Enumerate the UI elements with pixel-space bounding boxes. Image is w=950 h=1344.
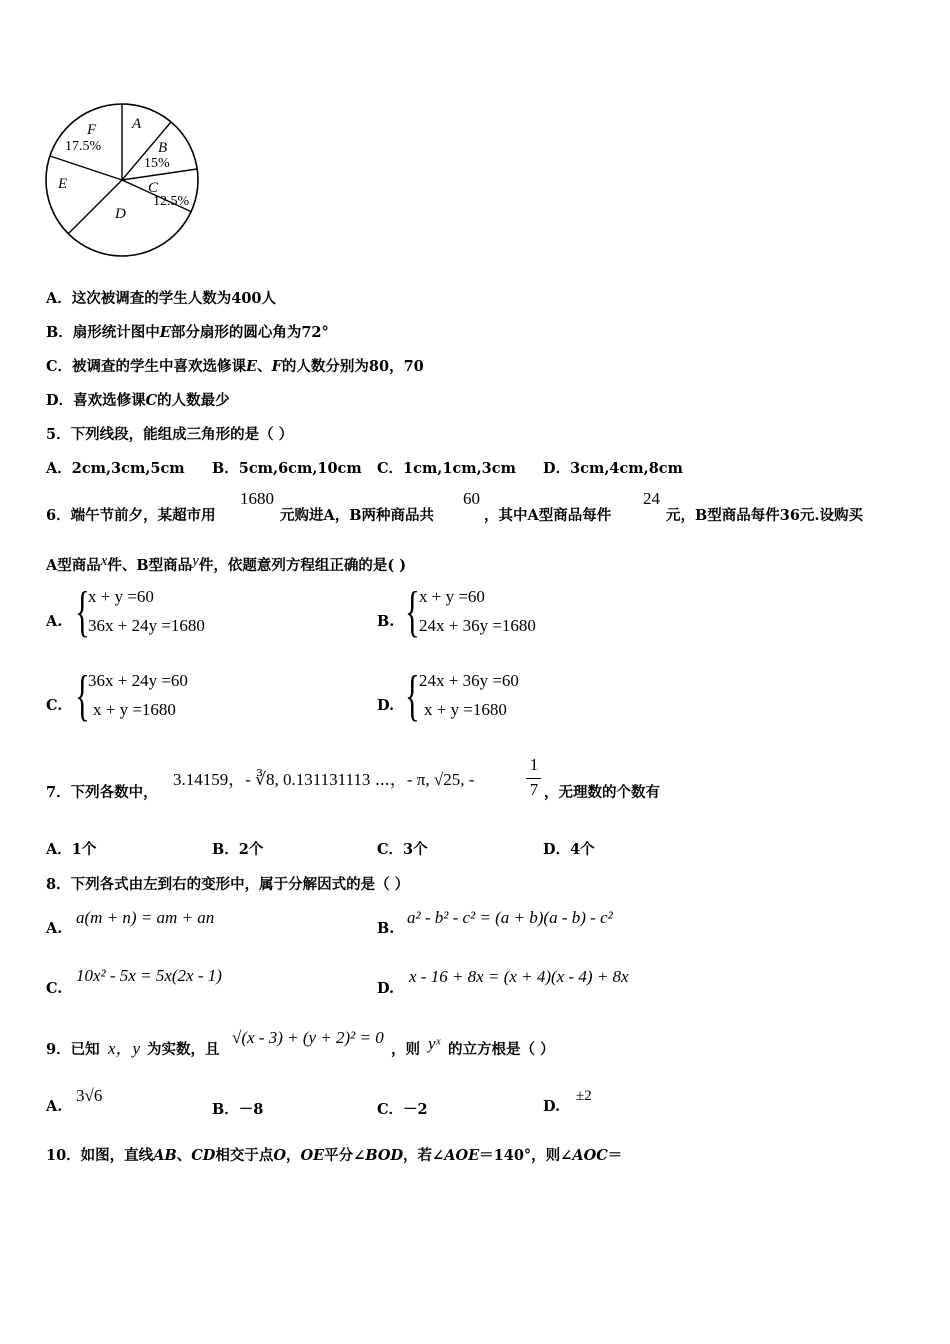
q6-p5: A型商品 [46,557,101,574]
q6-stem-line1: 6．端午节前夕，某超市用 [46,507,216,524]
q10-ray-oe: OE [300,1147,325,1164]
q10-line-cd: CD [191,1147,216,1164]
q7-post: ，无理数的个数有 [544,784,660,801]
q7-option-a: A．1个 [46,841,97,858]
q10-stem [46,1144,622,1165]
q9-option-d-value: ±2 [576,1088,592,1104]
q4-option-a: A．这次被调查的学生人数为400人 [46,290,277,307]
q7-option-d: D．4个 [543,841,595,858]
q6-a-eq1: x + y =60 [88,587,154,606]
q8-option-b-label: B. [377,920,395,937]
q4-c-sep: 、 [257,358,272,375]
pie-percent-F: 17.5% [65,139,102,154]
q6-d-eq2: x + y =1680 [424,700,507,719]
q9-option-b: B．－8 [212,1101,264,1118]
pie-label-E: E [58,176,68,192]
q4-option-b [46,321,329,342]
q5-option-d: D．3cm,4cm,8cm [543,460,683,477]
q7-frac-den: 7 [529,780,539,799]
q9-yx: yˣ [428,1034,441,1053]
q9-p2: 为实数，且 [147,1041,220,1058]
q4-b-post: 部分扇形的圆心角为72° [170,324,329,341]
q8-option-a-label: A. [46,920,63,937]
q4-c-v1: E [246,358,258,375]
q10-p3: ， [285,1147,301,1164]
q7-frac-num: 1 [529,755,539,774]
pie-label-A: A [132,116,142,132]
q6-price-a: 24 [643,489,660,508]
q6-a-eq2: 36x + 24y =1680 [88,616,205,635]
q6-c-brace: { [75,665,90,727]
q6-option-d-label: D. [377,697,395,714]
q4-d-pre: D．喜欢选修课 [46,392,146,409]
q6-a-brace: { [75,581,90,643]
pie-chart [40,96,210,266]
q6-d-brace: { [405,665,420,727]
q6-var-x: x [100,553,108,569]
q8-stem: 8．下列各式由左到右的变形中，属于分解因式的是（ ） [46,876,410,893]
q9-p3: ，则 [391,1041,420,1058]
q9-option-a-label: A. [46,1098,63,1115]
q6-option-c-label: C. [46,697,63,714]
q10-p6: ＝140°，则∠ [479,1147,573,1164]
q4-d-post: 的人数最少 [157,392,230,409]
q6-var-y: y [192,553,199,569]
q9-option-d-label: D. [543,1098,561,1115]
q6-stem-part2: 元购进A，B两种商品共 [280,507,435,524]
q10-p7: ＝ [607,1147,623,1164]
q6-stem-part3: ，其中A型商品每件 [484,507,612,524]
pie-label-C: C [148,180,159,196]
q6-count: 60 [463,489,480,508]
pie-label-B: B [158,140,168,156]
q10-angle-aoe: AOE [444,1147,480,1164]
q10-p1: 10．如图，直线 [46,1147,154,1164]
q6-b-eq2: 24x + 36y =1680 [419,616,536,635]
q4-c-post: 的人数分别为80，70 [281,358,424,375]
q6-c-eq1: 36x + 24y =60 [88,671,188,690]
q6-b-brace: { [405,581,420,643]
q6-p6: 件、B型商品 [107,557,193,574]
pie-percent-B: 15% [144,156,170,171]
q6-option-a-label: A. [46,613,63,630]
q4-b-pre: B．扇形统计图中 [46,324,160,341]
q4-c-pre: C．被调查的学生中喜欢选修课 [46,358,247,375]
q6-option-b-label: B. [377,613,395,630]
q5-option-b: B．5cm,6cm,10cm [212,460,362,477]
q10-p4: 平分∠ [324,1147,366,1164]
q5-option-c: C．1cm,1cm,3cm [377,460,516,477]
q4-option-d [46,389,230,410]
q8-option-d-label: D. [377,980,395,997]
q6-stem-line2 [46,554,406,575]
q9-option-c: C．－2 [377,1101,428,1118]
q6-amount: 1680 [240,489,274,508]
q10-point-o: O [273,1147,286,1164]
q7-option-b: B．2个 [212,841,264,858]
q10-p5: ，若∠ [403,1147,445,1164]
q7-option-c: C．3个 [377,841,428,858]
pie-edge-DE [68,180,122,234]
q8-option-c-expr: 10x² - 5x = 5x(2x - 1) [76,966,222,985]
q9-p1: 9．已知 [46,1041,100,1058]
q10-line-ab: AB [153,1147,177,1164]
q6-c-eq2: x + y =1680 [93,700,176,719]
q6-stem-part4: 元，B型商品每件36元.设购买 [666,507,863,524]
q6-d-eq1: 24x + 36y =60 [419,671,519,690]
pie-percent-C: 12.5% [153,194,190,209]
q7-frac-bar [526,778,541,779]
q8-option-c-label: C. [46,980,63,997]
q4-b-var: E [159,324,171,341]
q10-p2: 相交于点 [215,1147,274,1164]
q4-c-v2: F [271,358,282,375]
q9-condition: √(x - 3) + (y + 2)² = 0 [232,1028,384,1047]
q7-numbers: 3.14159，- ∛8, 0.131131113 ⋯，- π, √25, - [173,770,475,789]
q4-option-c [46,355,424,376]
q5-option-a: A．2cm,3cm,5cm [46,460,185,477]
q7-stem: 7．下列各数中， [46,784,158,801]
q4-d-var: C [145,392,158,409]
q8-option-b-expr: a² - b² - c² = (a + b)(a - b) - c² [407,908,613,927]
q10-angle-bod: BOD [365,1147,404,1164]
q5-stem: 5．下列线段，能组成三角形的是（ ） [46,426,294,443]
pie-label-F: F [87,122,97,138]
q6-b-eq1: x + y =60 [419,587,485,606]
q8-option-d-expr: x - 16 + 8x = (x + 4)(x - 4) + 8x [409,967,629,986]
q9-option-a-value: 3√6 [76,1086,103,1105]
pie-label-D: D [115,206,126,222]
q9-vars: x，y [108,1039,141,1058]
q10-sep: 、 [176,1147,192,1164]
q9-p4: 的立方根是（ ） [448,1041,555,1058]
q8-option-a-expr: a(m + n) = am + an [76,908,215,927]
q6-p7: 件，依题意列方程组正确的是( ) [198,557,407,574]
q10-angle-aoc: AOC [572,1147,608,1164]
